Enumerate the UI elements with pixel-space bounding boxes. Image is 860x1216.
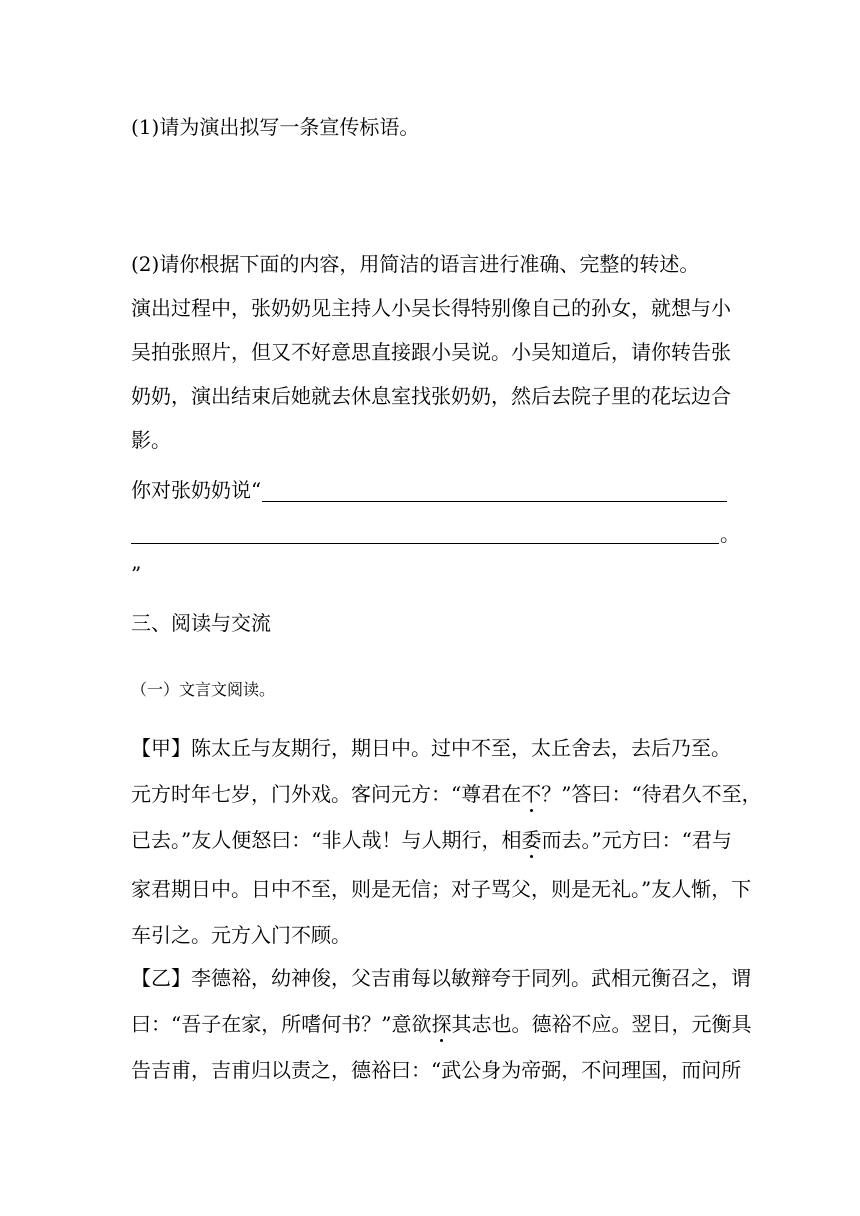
passage-yi-line: 【乙】李德裕，幼神俊，父吉甫每以敏辩夸于同列。武相元衡召之，谓 [131, 966, 751, 990]
question-2-prompt: (2)请你根据下面的内容，用简洁的语言进行准确、完整的转述。 [131, 252, 700, 276]
emphasis-dot-char: 探 [431, 1012, 452, 1036]
question-1: (1)请为演出拟写一条宣传标语。 [131, 115, 420, 139]
subsection-title: （一）文言文阅读。 [131, 680, 276, 699]
passage-jia-line: 已去。”友人便怒曰：“非人哉！与人期行，相委而去。”元方曰：“君与 [131, 828, 732, 852]
answer-lead: 你对张奶奶说“ [131, 478, 262, 502]
question-2-context-line: 演出过程中，张奶奶见主持人小吴长得特别像自己的孙女，就想与小 [131, 296, 731, 320]
passage-yi-line: 曰：“吾子在家，所嗜何书？”意欲探其志也。德裕不应。翌日，元衡具 [131, 1012, 752, 1036]
answer-blank-1[interactable] [262, 501, 727, 502]
section-title: 三、阅读与交流 [131, 611, 271, 635]
question-2-context-line: 吴拍张照片，但又不好意思直接跟小吴说。小吴知道后，请你转告张 [131, 340, 731, 364]
passage-yi-line: 告吉甫，吉甫归以责之，德裕曰：“武公身为帝弼，不问理国，而问所 [131, 1058, 742, 1082]
emphasis-dot-char: 委 [521, 828, 542, 852]
emphasis-dot-char: 不 [521, 782, 542, 806]
answer-closing-quote: ” [131, 562, 142, 586]
answer-end-mark: 。 [720, 522, 740, 546]
passage-jia-line: 【甲】陈太丘与友期行，期日中。过中不至，太丘舍去，去后乃至。 [131, 736, 731, 760]
passage-jia-line: 车引之。元方入门不顾。 [131, 923, 351, 947]
question-2-context-line: 奶奶，演出结束后她就去休息室找张奶奶，然后去院子里的花坛边合 [131, 384, 731, 408]
passage-jia-line: 元方时年七岁，门外戏。客问元方：“尊君在不？”答曰：“待君久不至， [131, 782, 762, 806]
question-2-context-line: 影。 [131, 428, 171, 452]
passage-jia-line: 家君期日中。日中不至，则是无信；对子骂父，则是无礼。”友人惭，下 [131, 877, 752, 901]
answer-blank-2[interactable] [131, 543, 719, 544]
